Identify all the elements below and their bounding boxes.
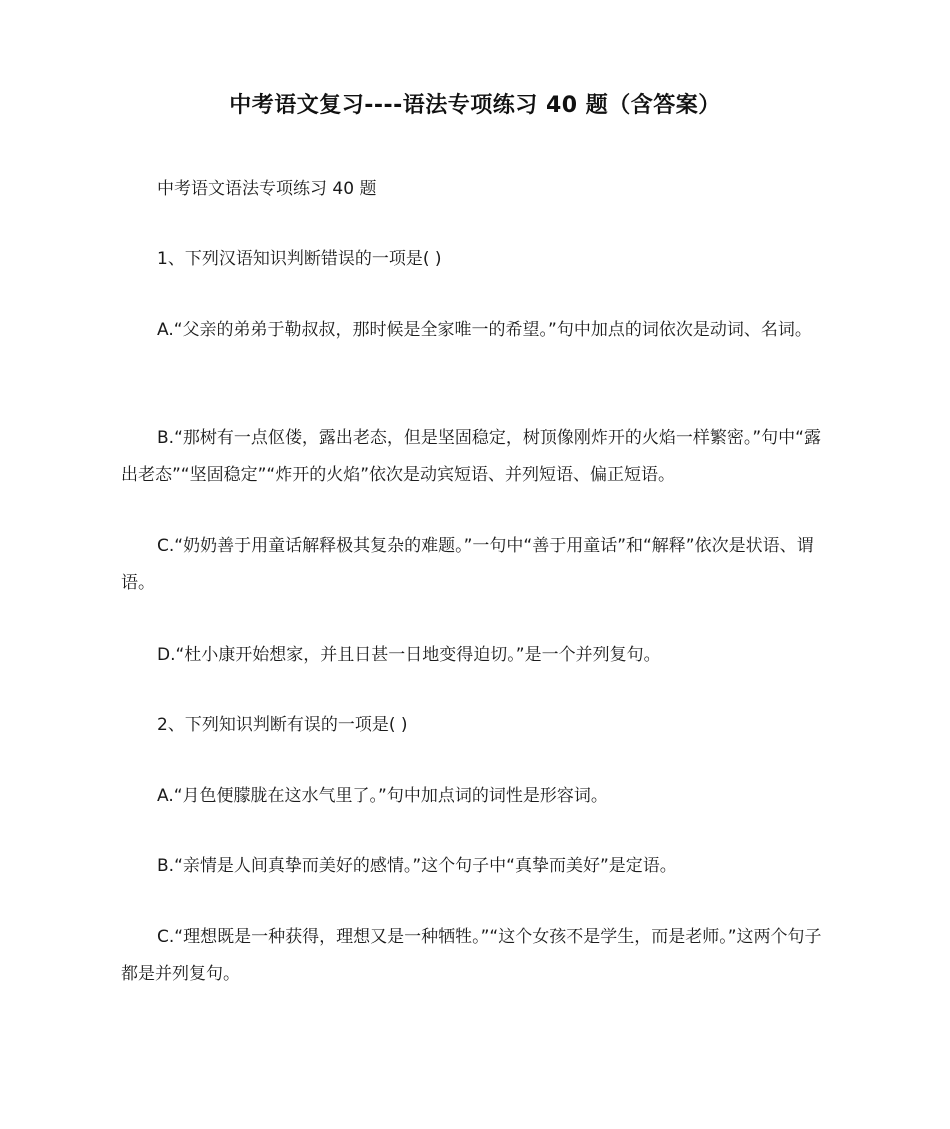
paragraph-q1-option-a: A.“父亲的弟弟于勒叔叔，那时候是全家唯一的希望。”句中加点的词依次是动词、名词。 xyxy=(157,320,812,340)
paragraph-q2-option-b: B.“亲情是人间真挚而美好的感情。”这个句子中“真挚而美好”是定语。 xyxy=(157,856,677,876)
paragraph-q2-option-a: A.“月色便朦胧在这水气里了。”句中加点词的词性是形容词。 xyxy=(157,786,608,806)
paragraph-subtitle: 中考语文语法专项练习 40 题 xyxy=(157,179,377,199)
paragraph-q1-option-b: B.“那树有一点伛偻，露出老态，但是坚固稳定，树顶像刚炸开的火焰一样繁密。”句中“露出老态”“坚固稳定”“炸开的火焰”依次是动宾短语、并列短语、偏正短语。 xyxy=(121,428,821,485)
paragraph-question-2: 2、下列知识判断有误的一项是( ) xyxy=(157,715,408,735)
paragraph-question-1: 1、下列汉语知识判断错误的一项是( ) xyxy=(157,249,442,269)
paragraph-q1-option-c: C.“奶奶善于用童话解释极其复杂的难题。”一句中“善于用童话”和“解释”依次是状语、谓语。 xyxy=(121,536,814,593)
document-title: 中考语文复习----语法专项练习 40 题（含答案） xyxy=(229,93,721,118)
paragraph-q2-option-c: C.“理想既是一种获得，理想又是一种牺牲。”“这个女孩不是学生，而是老师。”这两个句子都是并列复句。 xyxy=(121,927,822,984)
paragraph-q1-option-d: D.“杜小康开始想家，并且日甚一日地变得迫切。”是一个并列复句。 xyxy=(157,645,661,665)
